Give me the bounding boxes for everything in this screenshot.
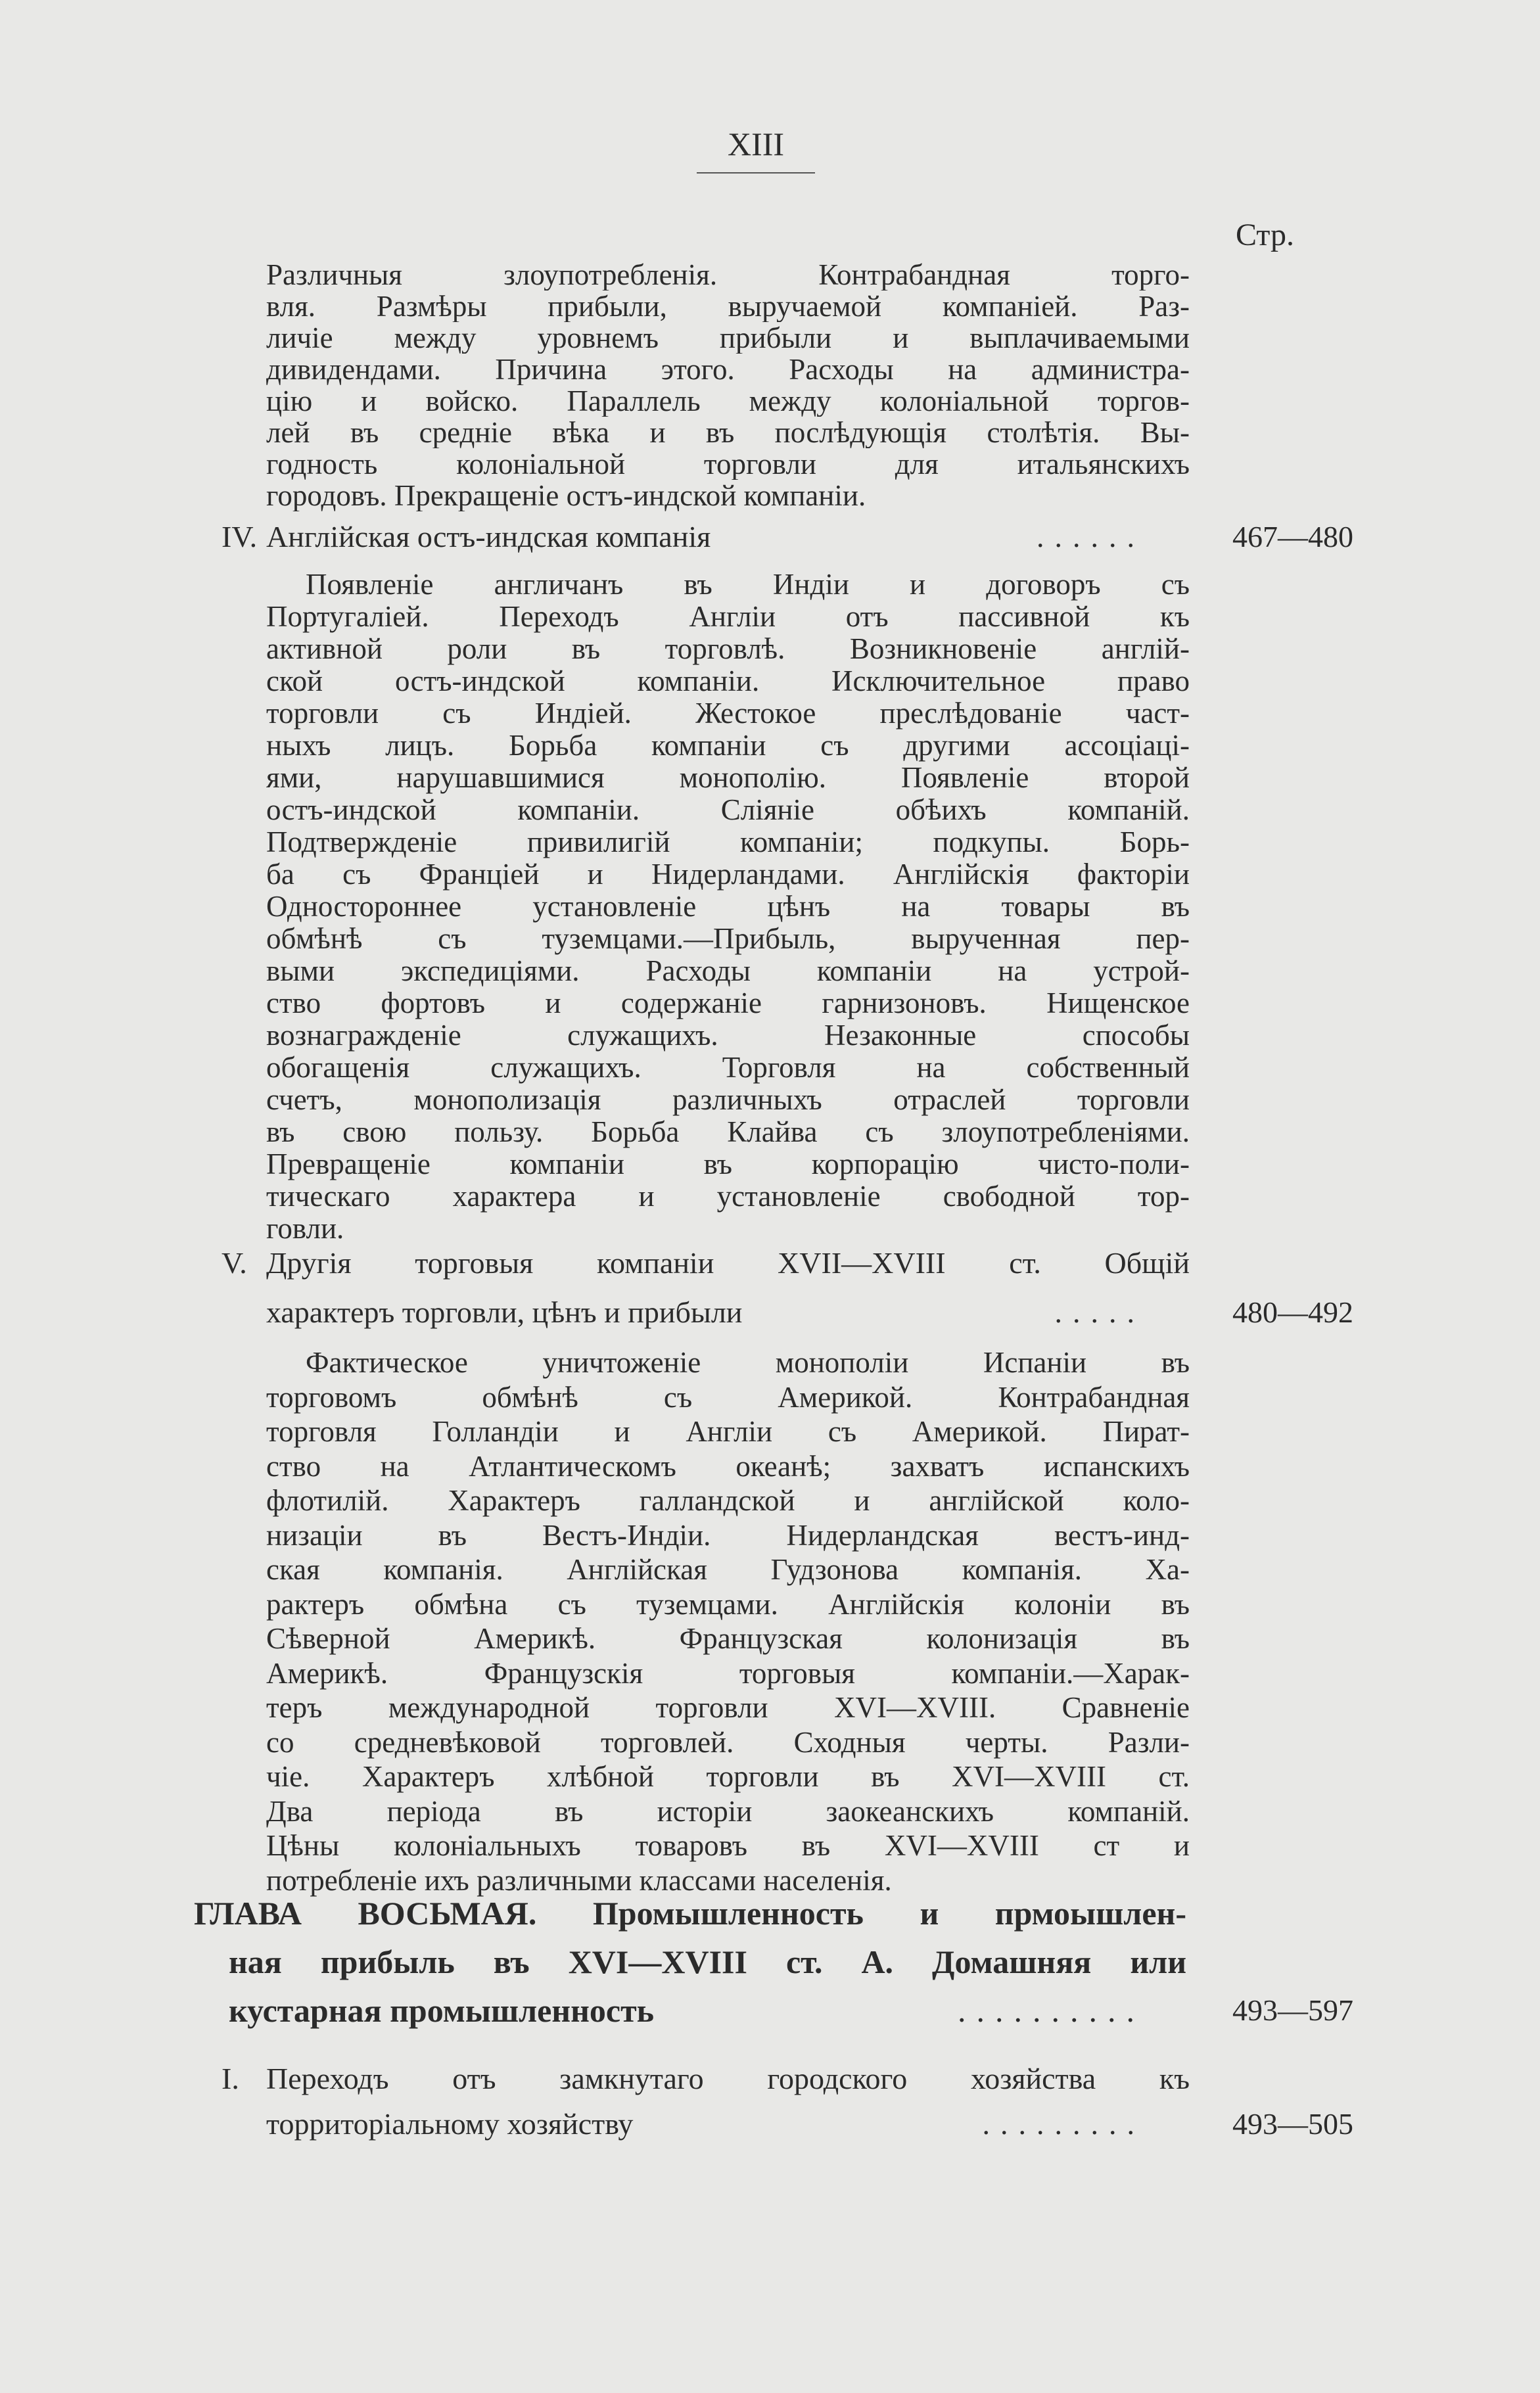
summary-line: Одностороннее установленіе цѣнъ на товары въ bbox=[266, 891, 1190, 923]
summary-line: вля. Размѣры прибыли, выручаемой компаніей. Раз- bbox=[266, 290, 1190, 322]
entry-title-line1: Другія торговыя компаніи XVII—XVIII ст. Общій bbox=[266, 1246, 1190, 1280]
section-iii-summary bbox=[266, 259, 1190, 511]
summary-line: со средневѣковой торговлей. Сходныя черты. Разли- bbox=[266, 1725, 1190, 1759]
summary-line: личіе между уровнемъ прибыли и выплачиваемыми bbox=[266, 322, 1190, 354]
summary-line: Подтвержденіе привилигій компаніи; подкупы. Борь- bbox=[266, 826, 1190, 858]
summary-line: остъ-индской компаніи. Сліяніе обѣихъ компаній. bbox=[266, 794, 1190, 826]
entry-title-line2: торриторіальному хозяйству bbox=[266, 2107, 634, 2141]
toc-entry-v-cont[interactable] bbox=[266, 1295, 1171, 1330]
chapter-pages: 493—597 bbox=[1232, 1993, 1353, 2027]
summary-line: ныхъ лицъ. Борьба компаніи съ другими ассоціаці- bbox=[266, 730, 1190, 762]
summary-line: въ свою пользу. Борьба Клайва съ злоупотребленіями. bbox=[266, 1116, 1190, 1148]
summary-line: низаціи въ Вестъ-Индіи. Нидерландская вестъ-инд- bbox=[266, 1518, 1190, 1552]
dot-leader: ......... bbox=[982, 2107, 1145, 2141]
page-column-label: Стр. bbox=[1236, 218, 1294, 252]
entry-title: Англійская остъ-индская компанія bbox=[266, 520, 711, 553]
summary-line: торговомъ обмѣнѣ съ Америкой. Контрабандная bbox=[266, 1380, 1190, 1414]
summary-line: дивидендами. Причина этого. Расходы на администра- bbox=[266, 354, 1190, 385]
dot-leader: ..... bbox=[1054, 1295, 1145, 1329]
toc-entry-i[interactable] bbox=[222, 2061, 1190, 2096]
toc-entry-iv[interactable] bbox=[222, 519, 1171, 554]
summary-line: Превращеніе компаніи въ корпорацію чисто-поли- bbox=[266, 1148, 1190, 1180]
toc-entry-v[interactable] bbox=[222, 1245, 1190, 1280]
chapter-heading-text: кустарная промышленность bbox=[229, 1992, 655, 2029]
summary-line: обогащенія служащихъ. Торговля на собственный bbox=[266, 1052, 1190, 1084]
entry-number: V. bbox=[222, 1246, 247, 1280]
running-head: XIII bbox=[727, 126, 785, 162]
summary-line: Появленіе англичанъ въ Индіи и договоръ съ bbox=[306, 569, 1190, 601]
running-head-rule bbox=[697, 172, 815, 174]
summary-line: флотилій. Характеръ галландской и англійской коло- bbox=[266, 1484, 1190, 1517]
summary-line: рактеръ обмѣна съ туземцами. Англійскія колоніи въ bbox=[266, 1587, 1190, 1621]
entry-number: IV. bbox=[222, 520, 258, 553]
summary-line: ская компанія. Англійская Гудзонова компанія. Ха- bbox=[266, 1553, 1190, 1586]
summary-line: Цѣны колоніальныхъ товаровъ въ XVI—XVIII ст и bbox=[266, 1829, 1190, 1862]
summary-line: лей въ средніе вѣка и въ послѣдующія столѣтія. Вы- bbox=[266, 417, 1190, 448]
summary-line: торговля Голландіи и Англіи съ Америкой. Пират- bbox=[266, 1415, 1190, 1448]
summary-line: ской остъ-индской компаніи. Исключительное право bbox=[266, 665, 1190, 697]
section-iv-summary bbox=[266, 569, 1190, 1245]
summary-line: тическаго характера и установленіе свободной тор- bbox=[266, 1180, 1190, 1213]
summary-line: ями, нарушавшимися монополію. Появленіе второй bbox=[266, 762, 1190, 794]
entry-title-line2: характеръ торговли, цѣнъ и прибыли bbox=[266, 1295, 743, 1329]
summary-line: говли. bbox=[266, 1213, 344, 1245]
dot-leader: ...... bbox=[1037, 520, 1145, 553]
toc-entry-i-cont[interactable] bbox=[266, 2106, 1171, 2141]
entry-pages-i: 493—505 bbox=[1232, 2107, 1353, 2141]
summary-line: чіе. Характеръ хлѣбной торговли въ XVI—XVIII ст. bbox=[266, 1760, 1190, 1793]
summary-line: годность колоніальной торговли для итальянскихъ bbox=[266, 448, 1190, 480]
chapter-heading-line3[interactable] bbox=[229, 1991, 1171, 2030]
summary-line: Португаліей. Переходъ Англіи отъ пассивной къ bbox=[266, 601, 1190, 633]
summary-line: Сѣверной Америкѣ. Французская колонизація въ bbox=[266, 1622, 1190, 1655]
summary-line: городовъ. Прекращеніе остъ-индской компаніи. bbox=[266, 480, 866, 511]
entry-pages-iv: 467—480 bbox=[1232, 520, 1353, 553]
summary-line: ба съ Франціей и Нидерландами. Англійскія факторіи bbox=[266, 858, 1190, 891]
entry-number: I. bbox=[222, 2062, 239, 2095]
summary-line: активной роли въ торговлѣ. Возникновеніе англій- bbox=[266, 633, 1190, 665]
chapter-heading-line1[interactable]: ГЛАВА ВОСЬМАЯ. Промышленность и прмоышлен- bbox=[194, 1895, 1186, 1932]
dot-leader: .......... bbox=[958, 1992, 1145, 2029]
summary-line: торговли съ Индіей. Жестокое преслѣдованіе част- bbox=[266, 697, 1190, 730]
summary-line: выми экспедиціями. Расходы компаніи на устрой- bbox=[266, 955, 1190, 987]
summary-line: Фактическое уничтоженіе монополіи Испаніи въ bbox=[306, 1346, 1190, 1379]
entry-title-line1: Переходъ отъ замкнутаго городского хозяйства къ bbox=[266, 2062, 1190, 2095]
chapter-heading-line2[interactable]: ная прибыль въ XVI—XVIII ст. А. Домашняя или bbox=[229, 1943, 1186, 1980]
summary-line: потребленіе ихъ различными классами населенія. bbox=[266, 1863, 892, 1897]
summary-line: теръ международной торговли XVI—XVIII. Сравненіе bbox=[266, 1691, 1190, 1724]
summary-line: обмѣнѣ съ туземцами.—Прибыль, вырученная пер- bbox=[266, 923, 1190, 955]
entry-pages-v: 480—492 bbox=[1232, 1295, 1353, 1329]
section-v-summary bbox=[266, 1345, 1190, 1897]
summary-line: Два періода въ исторіи заокеанскихъ компаній. bbox=[266, 1794, 1190, 1828]
summary-line: счетъ, монополизація различныхъ отраслей торговли bbox=[266, 1084, 1190, 1116]
summary-line: цію и войско. Параллель между колоніальной торгов- bbox=[266, 385, 1190, 417]
summary-line: ство фортовъ и содержаніе гарнизоновъ. Нищенское bbox=[266, 987, 1190, 1019]
summary-line: ство на Атлантическомъ океанѣ; захватъ испанскихъ bbox=[266, 1449, 1190, 1483]
summary-line: вознагражденіе служащихъ. Незаконные способы bbox=[266, 1019, 1190, 1052]
summary-line: Различныя злоупотребленія. Контрабандная торго- bbox=[266, 259, 1190, 290]
summary-line: Америкѣ. Французскія торговыя компаніи.—Харак- bbox=[266, 1656, 1190, 1690]
